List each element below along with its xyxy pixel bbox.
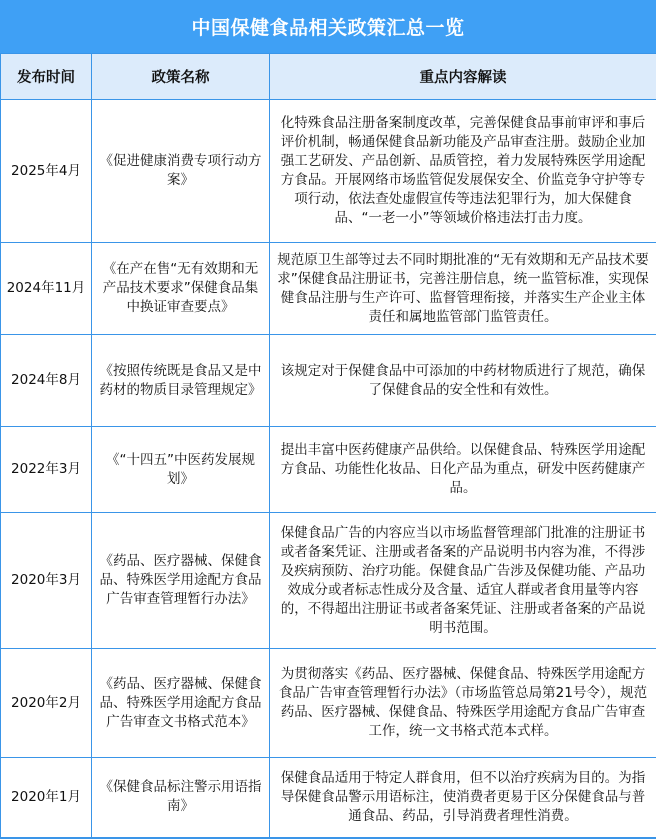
table-row	[1, 100, 656, 243]
policy-name-cell: 《保健食品标注警示用语指南》	[92, 758, 270, 838]
policy-table	[0, 53, 656, 839]
key-content-cell: 规范原卫生部等过去不同时期批准的“无有效期和无产品技术要求”保健食品注册证书，完善注册信息，统一监管标准，实现保健食品注册与生产许可、监督管理衔接，并落实生产企业主体责任和属地监管部门监管责任。	[270, 243, 656, 335]
key-content-cell: 为贯彻落实《药品、医疗器械、保健食品、特殊医学用途配方食品广告审查管理暂行办法》（市场监管总局第21号令），规范药品、医疗器械、保健食品、特殊医学用途配方食品广告审查工作，统一文书格式范本式样。	[270, 649, 656, 758]
header-policy-name: 政策名称	[92, 54, 270, 100]
release-date-cell: 2025年4月	[1, 100, 92, 243]
policy-name-cell: 《促进健康消费专项行动方案》	[92, 100, 270, 243]
key-content-cell: 该规定对于保健食品中可添加的中药材物质进行了规范，确保了保健食品的安全性和有效性。	[270, 335, 656, 427]
table-header-row	[1, 54, 656, 100]
key-content-cell: 保健食品广告的内容应当以市场监督管理部门批准的注册证书或者备案凭证、注册或者备案的产品说明书内容为准，不得涉及疾病预防、治疗功能。保健食品广告涉及保健功能、产品功效成分或者标志性成分及含量、适宜人群或者食用量等内容的，不得超出注册证书或者备案凭证、注册或者备案的产品说明书范围。	[270, 513, 656, 649]
table-row	[1, 335, 656, 427]
release-date-cell: 2020年1月	[1, 758, 92, 838]
document-title: 中国保健食品相关政策汇总一览	[0, 0, 656, 53]
table-row	[1, 649, 656, 758]
policy-name-cell: 《在产在售“无有效期和无产品技术要求”保健食品集中换证审查要点》	[92, 243, 270, 335]
key-content-cell: 化特殊食品注册备案制度改革，完善保健食品事前审评和事后评价机制，畅通保健食品新功能及产品审查注册。鼓励企业加强工艺研发、产品创新、品质管控，着力发展特殊医学用途配方食品。开展网络市场监管促发展保安全、价监竞争守护等专项行动，依法查处虚假宣传等违法犯罪行为，加大保健食品、“一老一小”等领域价格违法打击力度。	[270, 100, 656, 243]
release-date-cell: 2024年11月	[1, 243, 92, 335]
release-date-cell: 2020年3月	[1, 513, 92, 649]
key-content-cell: 提出丰富中医药健康产品供给。以保健食品、特殊医学用途配方食品、功能性化妆品、日化产品为重点，研发中医药健康产品。	[270, 427, 656, 513]
table-row	[1, 513, 656, 649]
table-row	[1, 427, 656, 513]
table-row	[1, 243, 656, 335]
release-date-cell: 2020年2月	[1, 649, 92, 758]
table-row	[1, 758, 656, 838]
header-key-content: 重点内容解读	[270, 54, 656, 100]
policy-name-cell: 《“十四五”中医药发展规划》	[92, 427, 270, 513]
policy-name-cell: 《药品、医疗器械、保健食品、特殊医学用途配方食品广告审查文书格式范本》	[92, 649, 270, 758]
release-date-cell: 2024年8月	[1, 335, 92, 427]
key-content-cell: 保健食品适用于特定人群食用，但不以治疗疾病为目的。为指导保健食品警示用语标注，使消费者更易于区分保健食品与普通食品、药品，引导消费者理性消费。	[270, 758, 656, 838]
policy-name-cell: 《药品、医疗器械、保健食品、特殊医学用途配方食品广告审查管理暂行办法》	[92, 513, 270, 649]
policy-name-cell: 《按照传统既是食品又是中药材的物质目录管理规定》	[92, 335, 270, 427]
release-date-cell: 2022年3月	[1, 427, 92, 513]
header-release-date: 发布时间	[1, 54, 92, 100]
